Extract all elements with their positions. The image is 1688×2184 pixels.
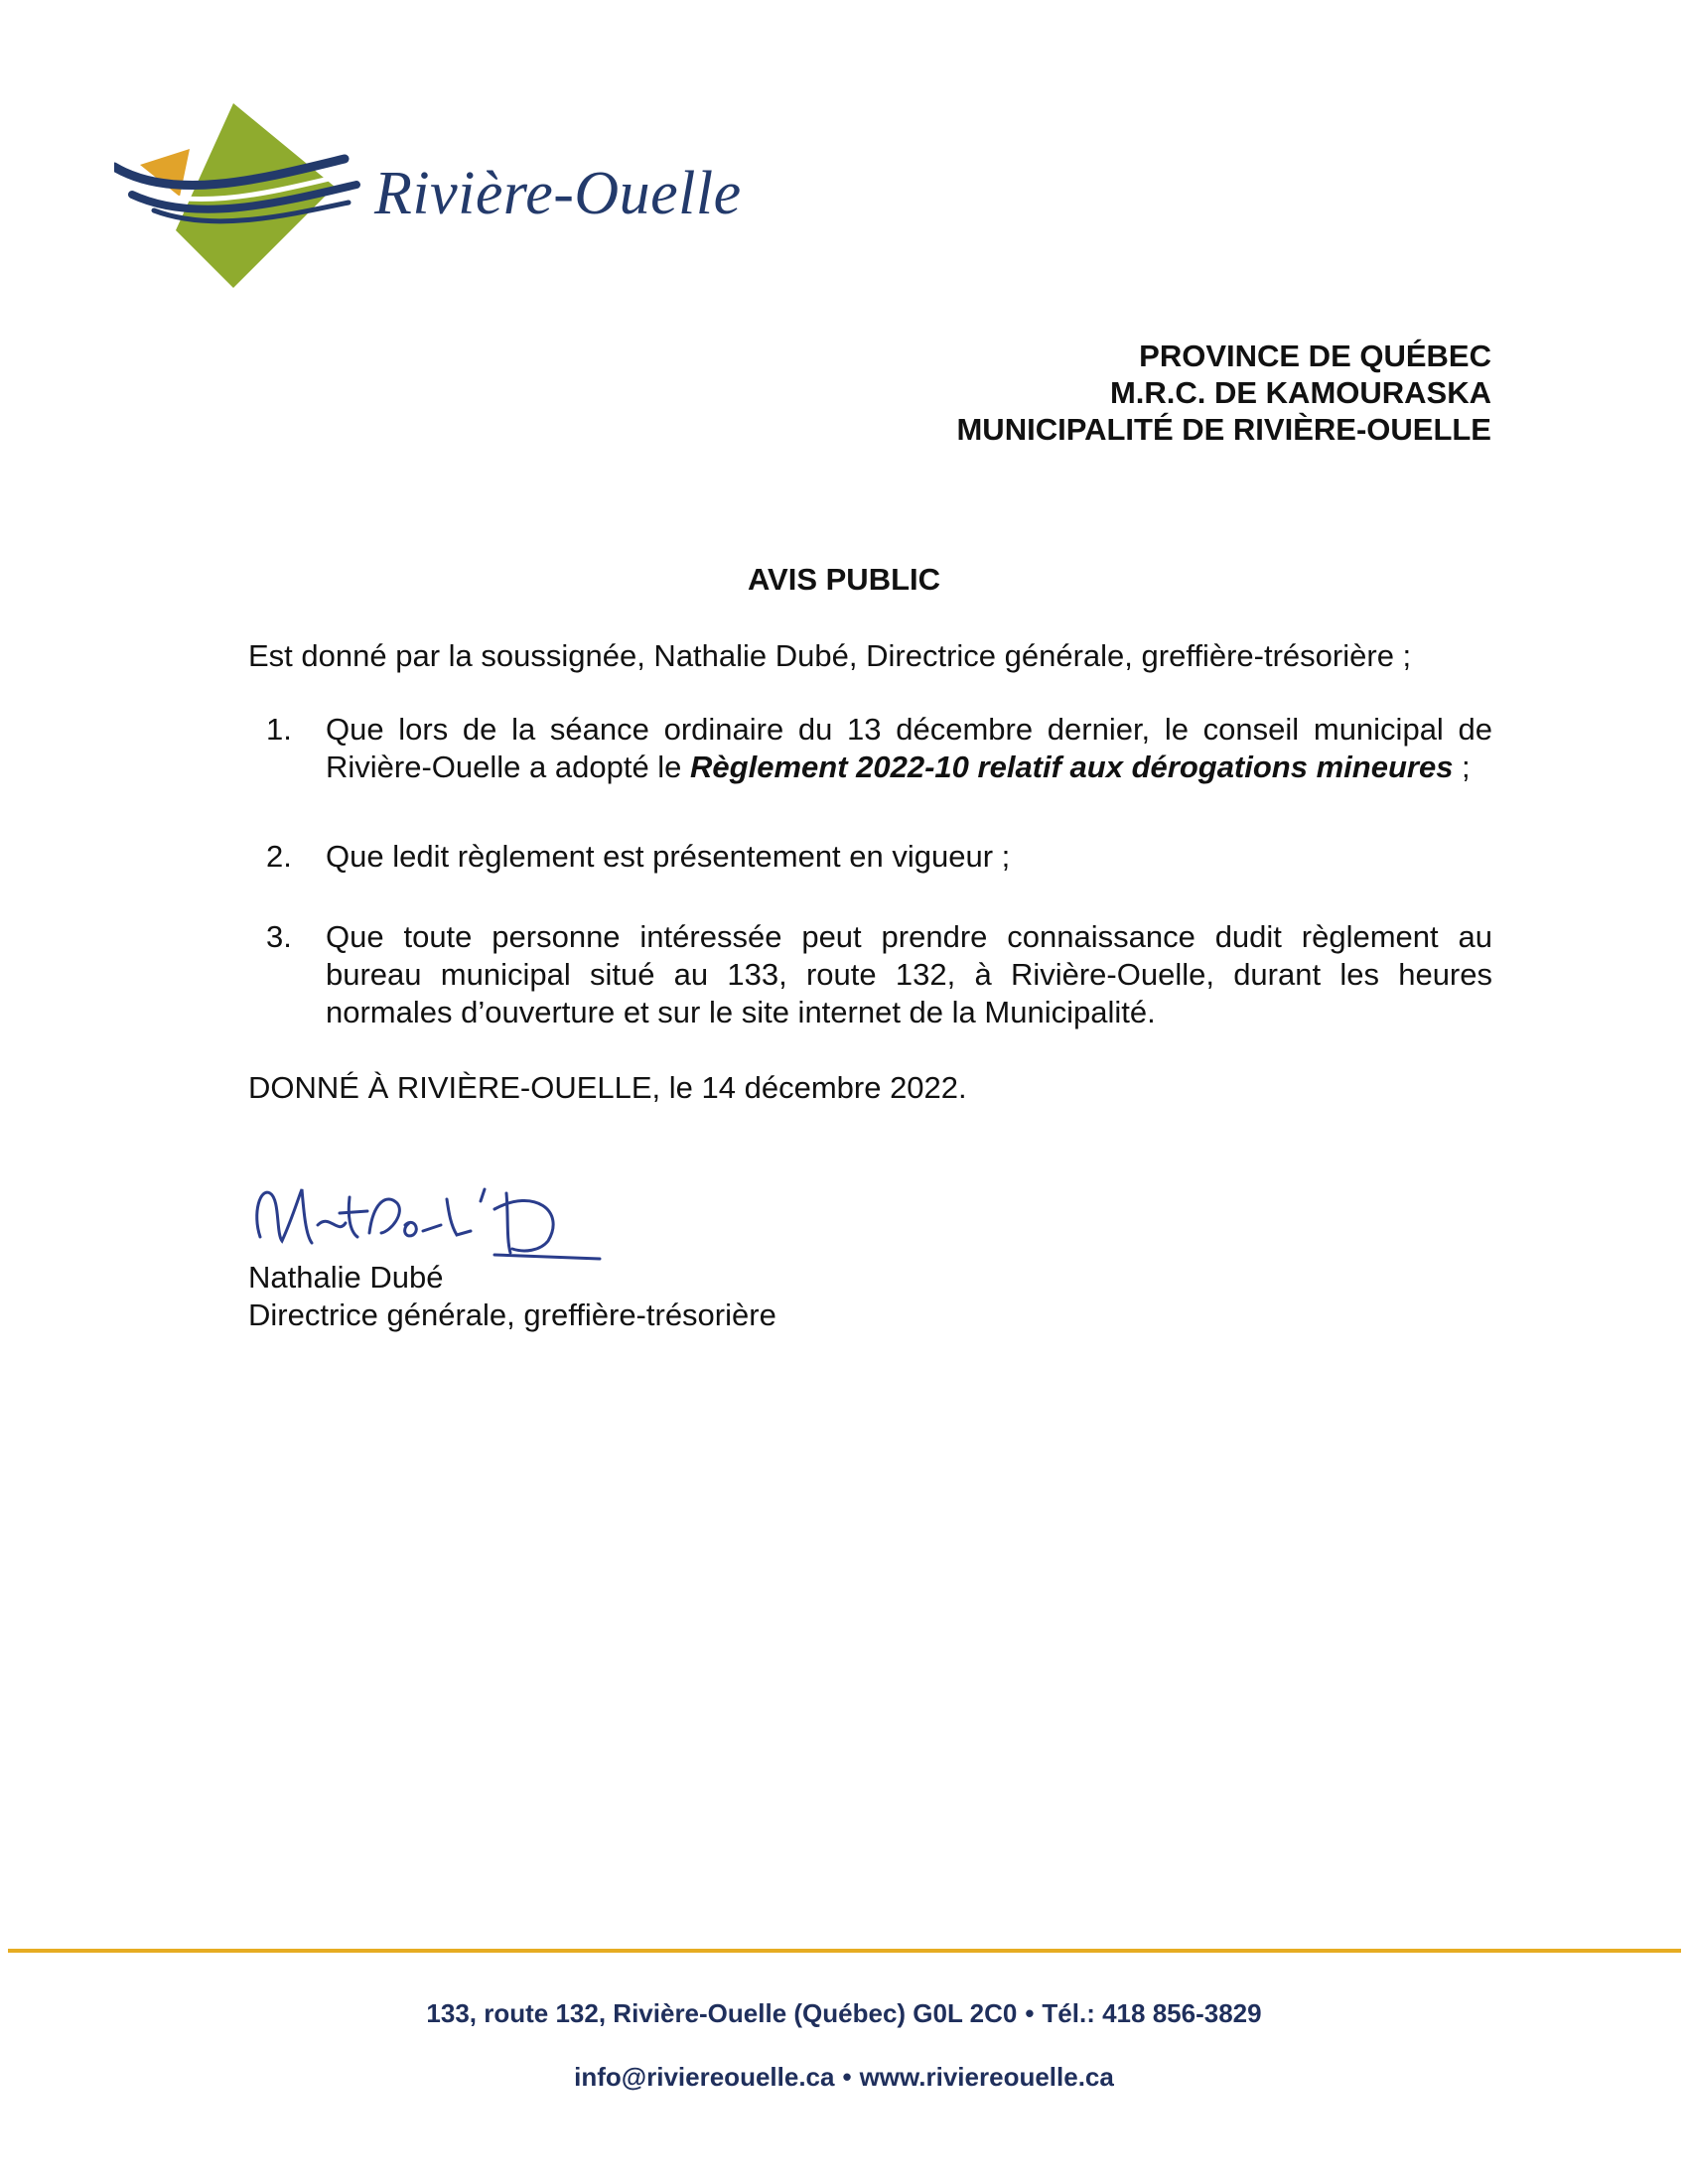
signer-block (248, 1259, 776, 1334)
notice-item-3 (266, 918, 1492, 1031)
item-text: Que lors de la séance ordinaire du 13 décembre dernier, le conseil municipal de Rivière-Ouelle a adopté le Règlement 2022-10 relatif aux dérogations mineures ; (326, 712, 1492, 784)
handwritten-signature (246, 1179, 624, 1261)
mrc-label: M.R.C. DE KAMOURASKA (1109, 375, 1491, 410)
province-label: PROVINCE DE QUÉBEC (1139, 339, 1491, 373)
item-number: 3. (266, 919, 292, 954)
intro-paragraph: Est donné par la soussignée, Nathalie Dubé, Directrice générale, greffière-trésorière ; (248, 638, 1412, 673)
logo-emblem-icon (114, 99, 372, 298)
notice-item-2 (266, 838, 1492, 876)
notice-title: AVIS PUBLIC (747, 562, 941, 597)
item-number: 1. (266, 712, 292, 747)
signer-name: Nathalie Dubé (248, 1260, 444, 1295)
jurisdiction-header (956, 338, 1491, 448)
municipal-logo (114, 99, 770, 298)
municipality-label: MUNICIPALITÉ DE RIVIÈRE-OUELLE (956, 412, 1491, 447)
item-text: Que ledit règlement est présentement en vigueur ; (326, 839, 1011, 874)
footer-address: 133, route 132, Rivière-Ouelle (Québec) G0L 2C0 (426, 1998, 1018, 2028)
bullet-separator: • (1025, 1998, 1035, 2028)
bylaw-reference: Règlement 2022-10 relatif aux dérogations mineures (690, 750, 1454, 784)
footer-contact-line (0, 2062, 1688, 2093)
footer-address-line (0, 1998, 1688, 2029)
footer-phone: Tél.: 418 856-3829 (1042, 1998, 1262, 2028)
footer-divider (8, 1949, 1681, 1953)
footer-website: www.riviereouelle.ca (859, 2062, 1114, 2092)
item-number: 2. (266, 839, 292, 874)
item-text: Que toute personne intéressée peut prendre connaissance dudit règlement au bureau municipal situé au 133, route 132, à Rivière-Ouelle, durant les heures normales d’ouverture et sur le site internet de la Municipalité. (326, 919, 1492, 1029)
footer-email: info@riviereouelle.ca (574, 2062, 835, 2092)
bullet-separator: • (842, 2062, 852, 2092)
notice-item-1 (266, 711, 1492, 786)
given-statement: DONNÉ À RIVIÈRE-OUELLE, le 14 décembre 2022. (248, 1070, 967, 1105)
logo-wordmark: Rivière-Ouelle (374, 160, 742, 227)
signer-title: Directrice générale, greffière-trésorière (248, 1297, 776, 1332)
